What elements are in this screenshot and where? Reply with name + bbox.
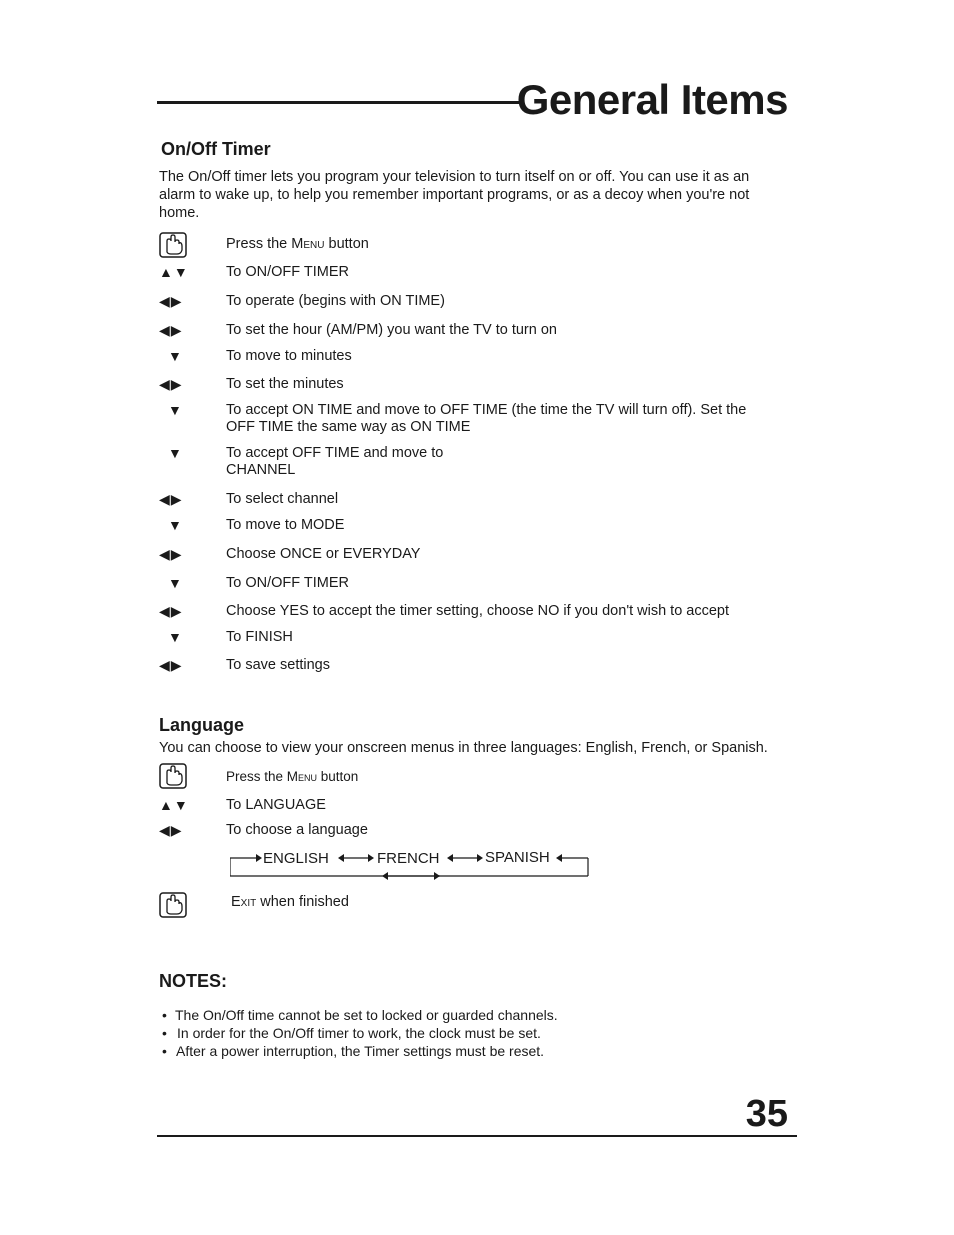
hand-press-icon: [159, 892, 219, 921]
down-arrow-icon: ▼: [168, 348, 183, 364]
down-arrow-icon: ▼: [168, 629, 183, 645]
down-arrow-icon: ▼: [168, 445, 183, 461]
up-down-arrow-icon: ▲▼: [159, 797, 189, 813]
page-number: 35: [745, 1093, 788, 1135]
down-arrow-icon: ▼: [168, 517, 183, 533]
left-right-arrow-icon: ◀▶: [159, 603, 183, 619]
section-heading-timer: On/Off Timer: [161, 139, 271, 159]
left-right-arrow-icon: ◀▶: [159, 293, 183, 309]
note-item: • After a power interruption, the Timer settings must be reset.: [162, 1043, 545, 1059]
language-option-french: FRENCH: [377, 850, 440, 867]
left-right-arrow-icon: ◀▶: [159, 491, 183, 507]
note-item: • The On/Off time cannot be set to locked or guarded channels.: [162, 1007, 558, 1023]
language-cycle-diagram: [230, 846, 590, 882]
language-intro: You can choose to view your onscreen menus in three languages: English, French, or Spanish.: [159, 740, 768, 756]
section-heading-language: Language: [159, 715, 245, 735]
notes-heading: NOTES:: [159, 971, 228, 991]
down-arrow-icon: ▼: [168, 575, 183, 591]
footer-rule: [157, 1135, 797, 1137]
hand-press-icon: [159, 232, 219, 261]
left-right-arrow-icon: ◀▶: [159, 822, 183, 838]
left-right-arrow-icon: ◀▶: [159, 657, 183, 673]
language-option-spanish: SPANISH: [485, 849, 550, 866]
left-right-arrow-icon: ◀▶: [159, 322, 183, 338]
down-arrow-icon: ▼: [168, 402, 183, 418]
note-item: • In order for the On/Off timer to work, the clock must be set.: [162, 1025, 541, 1041]
page-title: General Items: [516, 76, 788, 123]
notes-list: [159, 1006, 799, 1060]
left-right-arrow-icon: ◀▶: [159, 546, 183, 562]
timer-intro: The On/Off timer lets you program your television to turn itself on or off. You can use it as an alarm to wake up, to help you remember important programs, or as a decoy when you're not home.: [159, 169, 750, 221]
header-rule: [157, 101, 520, 104]
up-down-arrow-icon: ▲▼: [159, 264, 189, 280]
hand-press-icon: [159, 763, 219, 792]
left-right-arrow-icon: ◀▶: [159, 376, 183, 392]
language-option-english: ENGLISH: [263, 850, 329, 867]
